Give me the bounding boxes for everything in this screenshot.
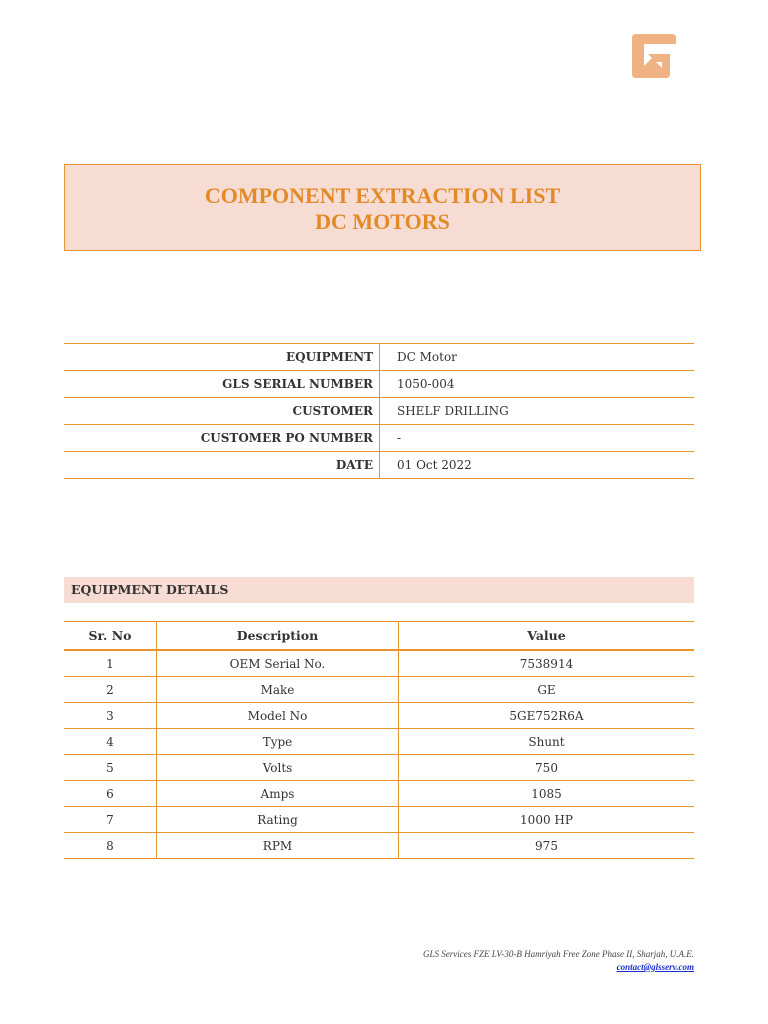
table-row bbox=[64, 755, 694, 781]
info-row bbox=[64, 371, 694, 398]
info-row bbox=[64, 344, 694, 371]
cell-value: 5GE752R6A bbox=[399, 703, 695, 729]
info-row bbox=[64, 452, 694, 479]
info-label: EQUIPMENT bbox=[64, 344, 380, 371]
table-header-row bbox=[64, 622, 694, 651]
table-row bbox=[64, 703, 694, 729]
info-label: DATE bbox=[64, 452, 380, 479]
cell-value: 975 bbox=[399, 833, 695, 859]
cell-sr-no: 5 bbox=[64, 755, 157, 781]
column-header-description: Description bbox=[157, 622, 399, 651]
cell-description: RPM bbox=[157, 833, 399, 859]
section-heading-equipment-details: EQUIPMENT DETAILS bbox=[64, 577, 694, 603]
info-label: CUSTOMER PO NUMBER bbox=[64, 425, 380, 452]
equipment-details-table bbox=[64, 621, 694, 859]
info-value: 1050-004 bbox=[380, 371, 695, 398]
cell-sr-no: 6 bbox=[64, 781, 157, 807]
cell-value: 1085 bbox=[399, 781, 695, 807]
cell-description: Amps bbox=[157, 781, 399, 807]
info-label: CUSTOMER bbox=[64, 398, 380, 425]
cell-description: Rating bbox=[157, 807, 399, 833]
title-banner bbox=[64, 164, 701, 251]
document-title: COMPONENT EXTRACTION LIST bbox=[204, 183, 561, 208]
cell-sr-no: 2 bbox=[64, 677, 157, 703]
cell-sr-no: 4 bbox=[64, 729, 157, 755]
table-row bbox=[64, 807, 694, 833]
info-value: - bbox=[380, 425, 695, 452]
info-row bbox=[64, 425, 694, 452]
table-row bbox=[64, 650, 694, 677]
cell-description: OEM Serial No. bbox=[157, 650, 399, 677]
cell-value: 7538914 bbox=[399, 650, 695, 677]
cell-sr-no: 7 bbox=[64, 807, 157, 833]
document-subtitle: DC MOTORS bbox=[315, 209, 450, 234]
info-value: DC Motor bbox=[380, 344, 695, 371]
cell-value: 750 bbox=[399, 755, 695, 781]
column-header-sr-no: Sr. No bbox=[64, 622, 157, 651]
cell-sr-no: 3 bbox=[64, 703, 157, 729]
column-header-value: Value bbox=[399, 622, 695, 651]
page-footer bbox=[423, 948, 694, 974]
cell-sr-no: 8 bbox=[64, 833, 157, 859]
table-row bbox=[64, 833, 694, 859]
cell-description: Model No bbox=[157, 703, 399, 729]
equipment-info-table bbox=[64, 343, 694, 479]
cell-description: Volts bbox=[157, 755, 399, 781]
table-row bbox=[64, 729, 694, 755]
cell-value: Shunt bbox=[399, 729, 695, 755]
cell-description: Make bbox=[157, 677, 399, 703]
cell-description: Type bbox=[157, 729, 399, 755]
table-row bbox=[64, 677, 694, 703]
info-row bbox=[64, 398, 694, 425]
info-value: 01 Oct 2022 bbox=[380, 452, 695, 479]
info-value: SHELF DRILLING bbox=[380, 398, 695, 425]
gls-logo-icon bbox=[630, 32, 678, 80]
footer-email-link[interactable]: contact@glsserv.com bbox=[616, 962, 694, 972]
cell-value: GE bbox=[399, 677, 695, 703]
cell-value: 1000 HP bbox=[399, 807, 695, 833]
info-label: GLS SERIAL NUMBER bbox=[64, 371, 380, 398]
table-row bbox=[64, 781, 694, 807]
footer-address: GLS Services FZE LV-30-B Hamriyah Free Zone Phase II, Sharjah, U.A.E. bbox=[422, 949, 694, 959]
cell-sr-no: 1 bbox=[64, 650, 157, 677]
